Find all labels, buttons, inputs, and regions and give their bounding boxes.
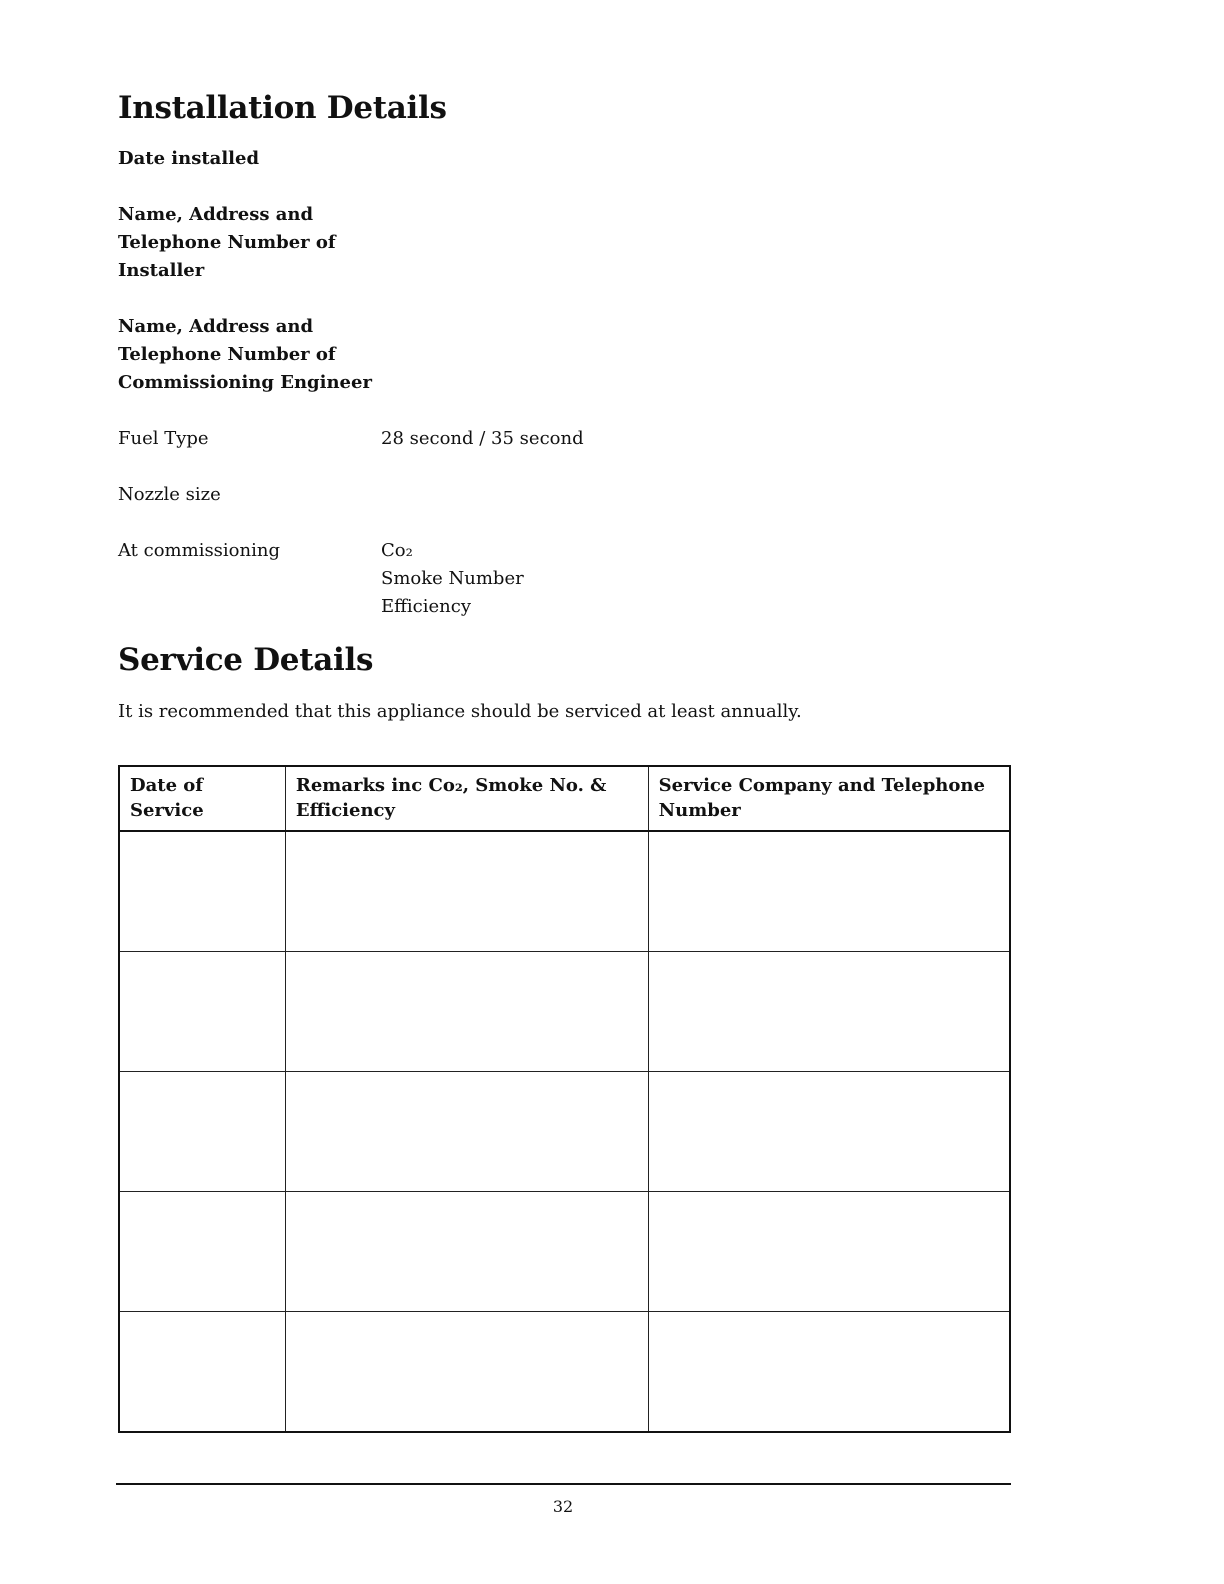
page-number: 32 bbox=[552, 1497, 574, 1516]
installer-label-line: Installer bbox=[118, 260, 205, 281]
service-table-header-row bbox=[119, 766, 1010, 831]
remarks-cell[interactable] bbox=[285, 952, 648, 1072]
company-cell[interactable] bbox=[648, 1192, 1010, 1312]
header-line: Service Company and Telephone bbox=[658, 775, 985, 796]
efficiency-label: Efficiency bbox=[381, 596, 472, 617]
commissioning-values bbox=[381, 537, 524, 621]
date-installed-label: Date installed bbox=[118, 148, 260, 169]
installation-heading: Installation Details bbox=[118, 90, 447, 126]
table-row bbox=[119, 1192, 1010, 1312]
service-heading: Service Details bbox=[118, 642, 374, 678]
installer-label-line: Telephone Number of bbox=[118, 232, 336, 253]
remarks-header bbox=[285, 766, 648, 831]
company-cell[interactable] bbox=[648, 952, 1010, 1072]
header-line: Number bbox=[658, 800, 741, 821]
fuel-type-label: Fuel Type bbox=[118, 428, 209, 449]
nozzle-size-label: Nozzle size bbox=[118, 484, 221, 505]
header-line: Efficiency bbox=[295, 800, 395, 821]
fuel-type-value: 28 second / 35 second bbox=[381, 428, 584, 449]
date-cell[interactable] bbox=[119, 952, 285, 1072]
date-cell[interactable] bbox=[119, 1072, 285, 1192]
service-table bbox=[118, 765, 1011, 1433]
table-row bbox=[119, 1312, 1010, 1433]
engineer-label-line: Telephone Number of bbox=[118, 344, 336, 365]
date-cell[interactable] bbox=[119, 1312, 285, 1433]
co2-label: Co₂ bbox=[381, 540, 413, 561]
header-line: Service bbox=[130, 800, 204, 821]
company-cell[interactable] bbox=[648, 831, 1010, 952]
remarks-cell[interactable] bbox=[285, 1072, 648, 1192]
table-row bbox=[119, 952, 1010, 1072]
footer-divider bbox=[116, 1483, 1011, 1485]
date-of-service-header bbox=[119, 766, 285, 831]
date-cell[interactable] bbox=[119, 1192, 285, 1312]
header-line: Remarks inc Co₂, Smoke No. & bbox=[295, 775, 607, 796]
installer-label-line: Name, Address and bbox=[118, 204, 314, 225]
service-intro: It is recommended that this appliance should be serviced at least annually. bbox=[118, 701, 802, 722]
table-row bbox=[119, 1072, 1010, 1192]
remarks-cell[interactable] bbox=[285, 1192, 648, 1312]
engineer-label-line: Name, Address and bbox=[118, 316, 314, 337]
engineer-label-line: Commissioning Engineer bbox=[118, 372, 372, 393]
service-company-header bbox=[648, 766, 1010, 831]
company-cell[interactable] bbox=[648, 1072, 1010, 1192]
at-commissioning-label: At commissioning bbox=[118, 540, 280, 561]
remarks-cell[interactable] bbox=[285, 1312, 648, 1433]
commissioning-engineer-label bbox=[118, 313, 372, 397]
remarks-cell[interactable] bbox=[285, 831, 648, 952]
company-cell[interactable] bbox=[648, 1312, 1010, 1433]
installer-label bbox=[118, 201, 336, 285]
date-cell[interactable] bbox=[119, 831, 285, 952]
table-row bbox=[119, 831, 1010, 952]
header-line: Date of bbox=[130, 775, 204, 796]
smoke-number-label: Smoke Number bbox=[381, 568, 524, 589]
